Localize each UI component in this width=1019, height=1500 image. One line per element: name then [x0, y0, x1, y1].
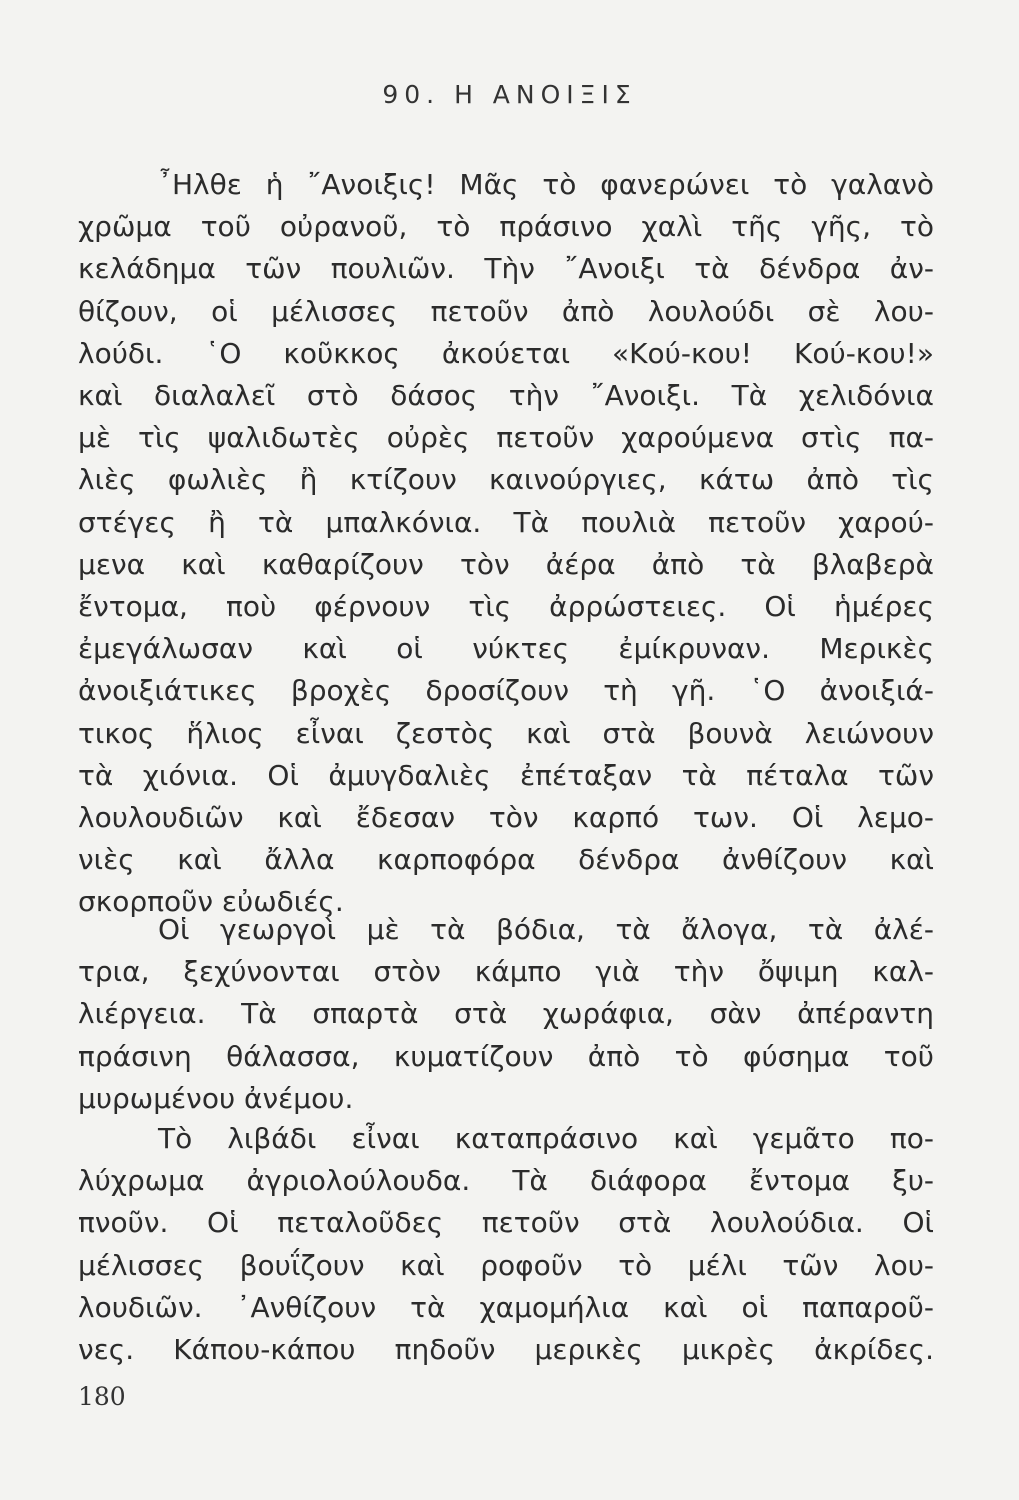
- text-line: κελάδημα τῶν πουλιῶν. Τὴν ῎Ανοιξι τὰ δένδρα ἀν-: [78, 252, 934, 286]
- text-line: πράσινη θάλασσα, κυματίζουν ἀπὸ τὸ φύσημα τοῦ: [78, 1039, 934, 1073]
- chapter-title: 90. Η ΑΝΟΙΞΙΣ: [382, 80, 637, 109]
- text-line: τὰ χιόνια. Οἱ ἀμυγδαλιὲς ἐπέταξαν τὰ πέταλα τῶν: [78, 758, 934, 792]
- text-line: λιὲς φωλιὲς ἢ κτίζουν καινούργιες, κάτω ἀπὸ τὶς: [78, 463, 934, 497]
- text-line: λιέργεια. Τὰ σπαρτὰ στὰ χωράφια, σὰν ἀπέραντη: [78, 997, 934, 1031]
- text-line: τικος ἥλιος εἶναι ζεστὸς καὶ στὰ βουνὰ λειώνουν: [78, 716, 934, 750]
- text-line: μυρωμένου ἀνέμου.: [78, 1081, 354, 1115]
- text-line: καὶ διαλαλεῖ στὸ δάσος τὴν ῎Ανοιξι. Τὰ χελιδόνια: [78, 379, 934, 413]
- text-line: λούδι. ῾Ο κοῦκκος ἀκούεται «Κού-κου! Κού-κου!»: [78, 336, 934, 370]
- text-line: ἔντομα, ποὺ φέρνουν τὶς ἀρρώστειες. Οἱ ἡμέρες: [78, 590, 934, 624]
- text-line: νιὲς καὶ ἄλλα καρποφόρα δένδρα ἀνθίζουν καὶ: [78, 843, 934, 877]
- text-line: θίζουν, οἱ μέλισσες πετοῦν ἀπὸ λουλούδι σὲ λου-: [78, 294, 934, 328]
- text-line: ἀνοιξιάτικες βροχὲς δροσίζουν τὴ γῆ. ῾Ο ἀνοιξιά-: [78, 674, 934, 708]
- text-line: μέλισσες βουΐζουν καὶ ροφοῦν τὸ μέλι τῶν λου-: [78, 1248, 934, 1282]
- paragraph-2: [78, 909, 934, 1120]
- text-line: λουλουδιῶν καὶ ἔδεσαν τὸν καρπό των. Οἱ λεμο-: [78, 801, 934, 835]
- text-line: Οἱ γεωργοὶ μὲ τὰ βόδια, τὰ ἄλογα, τὰ ἀλέ-: [158, 913, 934, 946]
- text-line: πνοῦν. Οἱ πεταλοῦδες πετοῦν στὰ λουλούδια. Οἱ: [78, 1206, 934, 1240]
- text-line: Τὸ λιβάδι εἶναι καταπράσινο καὶ γεμᾶτο πο-: [158, 1122, 934, 1155]
- text-line: χρῶμα τοῦ οὐρανοῦ, τὸ πράσινο χαλὶ τῆς γῆς, τὸ: [78, 210, 934, 244]
- text-line: στέγες ἢ τὰ μπαλκόνια. Τὰ πουλιὰ πετοῦν χαρού-: [78, 505, 934, 539]
- text-line: ῏Ηλθε ἡ ῎Ανοιξις! Μᾶς τὸ φανερώνει τὸ γαλανὸ: [158, 168, 934, 201]
- text-line: μὲ τὶς ψαλιδωτὲς οὐρὲς πετοῦν χαρούμενα στὶς πα-: [78, 421, 934, 455]
- text-line: σκορποῦν εὐωδιές.: [78, 885, 344, 919]
- text-line: λύχρωμα ἀγριολούλουδα. Τὰ διάφορα ἔντομα ξυ-: [78, 1164, 934, 1198]
- text-line: νες. Κάπου-κάπου πηδοῦν μερικὲς μικρὲς ἀκρίδες.: [78, 1333, 934, 1367]
- text-line: μενα καὶ καθαρίζουν τὸν ἀέρα ἀπὸ τὰ βλαβερὰ: [78, 547, 934, 581]
- text-line: τρια, ξεχύνονται στὸν κάμπο γιὰ τὴν ὄψιμη καλ-: [78, 955, 934, 989]
- paragraph-1: [78, 164, 934, 924]
- text-line: λουδιῶν. ᾿Ανθίζουν τὰ χαμομήλια καὶ οἱ παπαροῦ-: [78, 1290, 934, 1324]
- page-number: 180: [78, 1382, 126, 1411]
- text-line: ἐμεγάλωσαν καὶ οἱ νύκτες ἐμίκρυναν. Μερικὲς: [78, 632, 934, 666]
- paragraph-3: [78, 1118, 934, 1371]
